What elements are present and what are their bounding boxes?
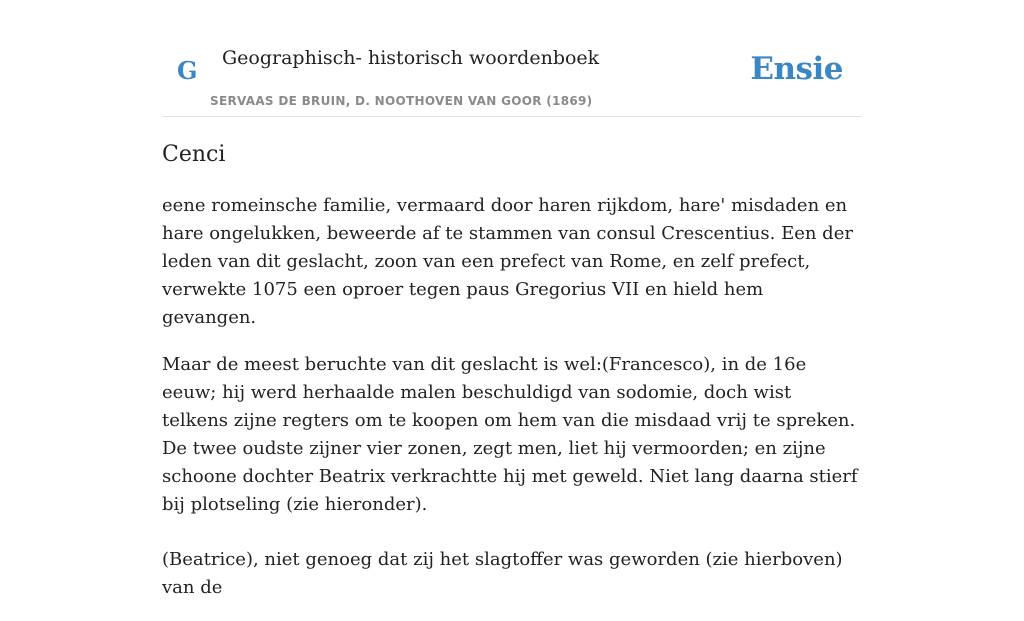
entry-paragraph: eene romeinsche familie, vermaard door haren rijkdom, hare' misdaden en hare ongelukken, beweerde af te stammen van consul Crescentius. Een der leden van dit geslacht, zoon van een prefect van Rome, en zelf prefect, verwekte 1075 een oproer tegen paus Gregorius VII en hield hem gevangen. xyxy=(162,195,853,328)
book-title[interactable]: Geographisch- historisch woordenboek xyxy=(222,47,600,69)
entry-body xyxy=(162,192,862,621)
entry-paragraph: Maar de meest beruchte van dit geslacht is wel:(Francesco), in de 16e eeuw; hij werd herhaalde malen beschuldigd van sodomie, doch wist telkens zijne regters om te koopen om hem van die misdaad vrij te spreken. De twee oudste zijner vier zonen, zegt men, liet hij vermoorden; en zijne schoone dochter Beatrix verkrachtte hij met geweld. Niet lang daarna stierf bij plotseling (zie hieronder). xyxy=(162,354,858,515)
entry-paragraph: (Beatrice), niet genoeg dat zij het slagtoffer was geworden (zie hierboven) van de xyxy=(162,549,843,598)
book-header xyxy=(162,0,862,117)
entry-title: Cenci xyxy=(162,142,226,167)
ensie-logo-link[interactable]: Ensie xyxy=(750,51,843,87)
book-authors-year: SERVAAS DE BRUIN, D. NOOTHOVEN VAN GOOR (1869) xyxy=(210,94,593,108)
book-letter-badge: G xyxy=(177,56,198,85)
